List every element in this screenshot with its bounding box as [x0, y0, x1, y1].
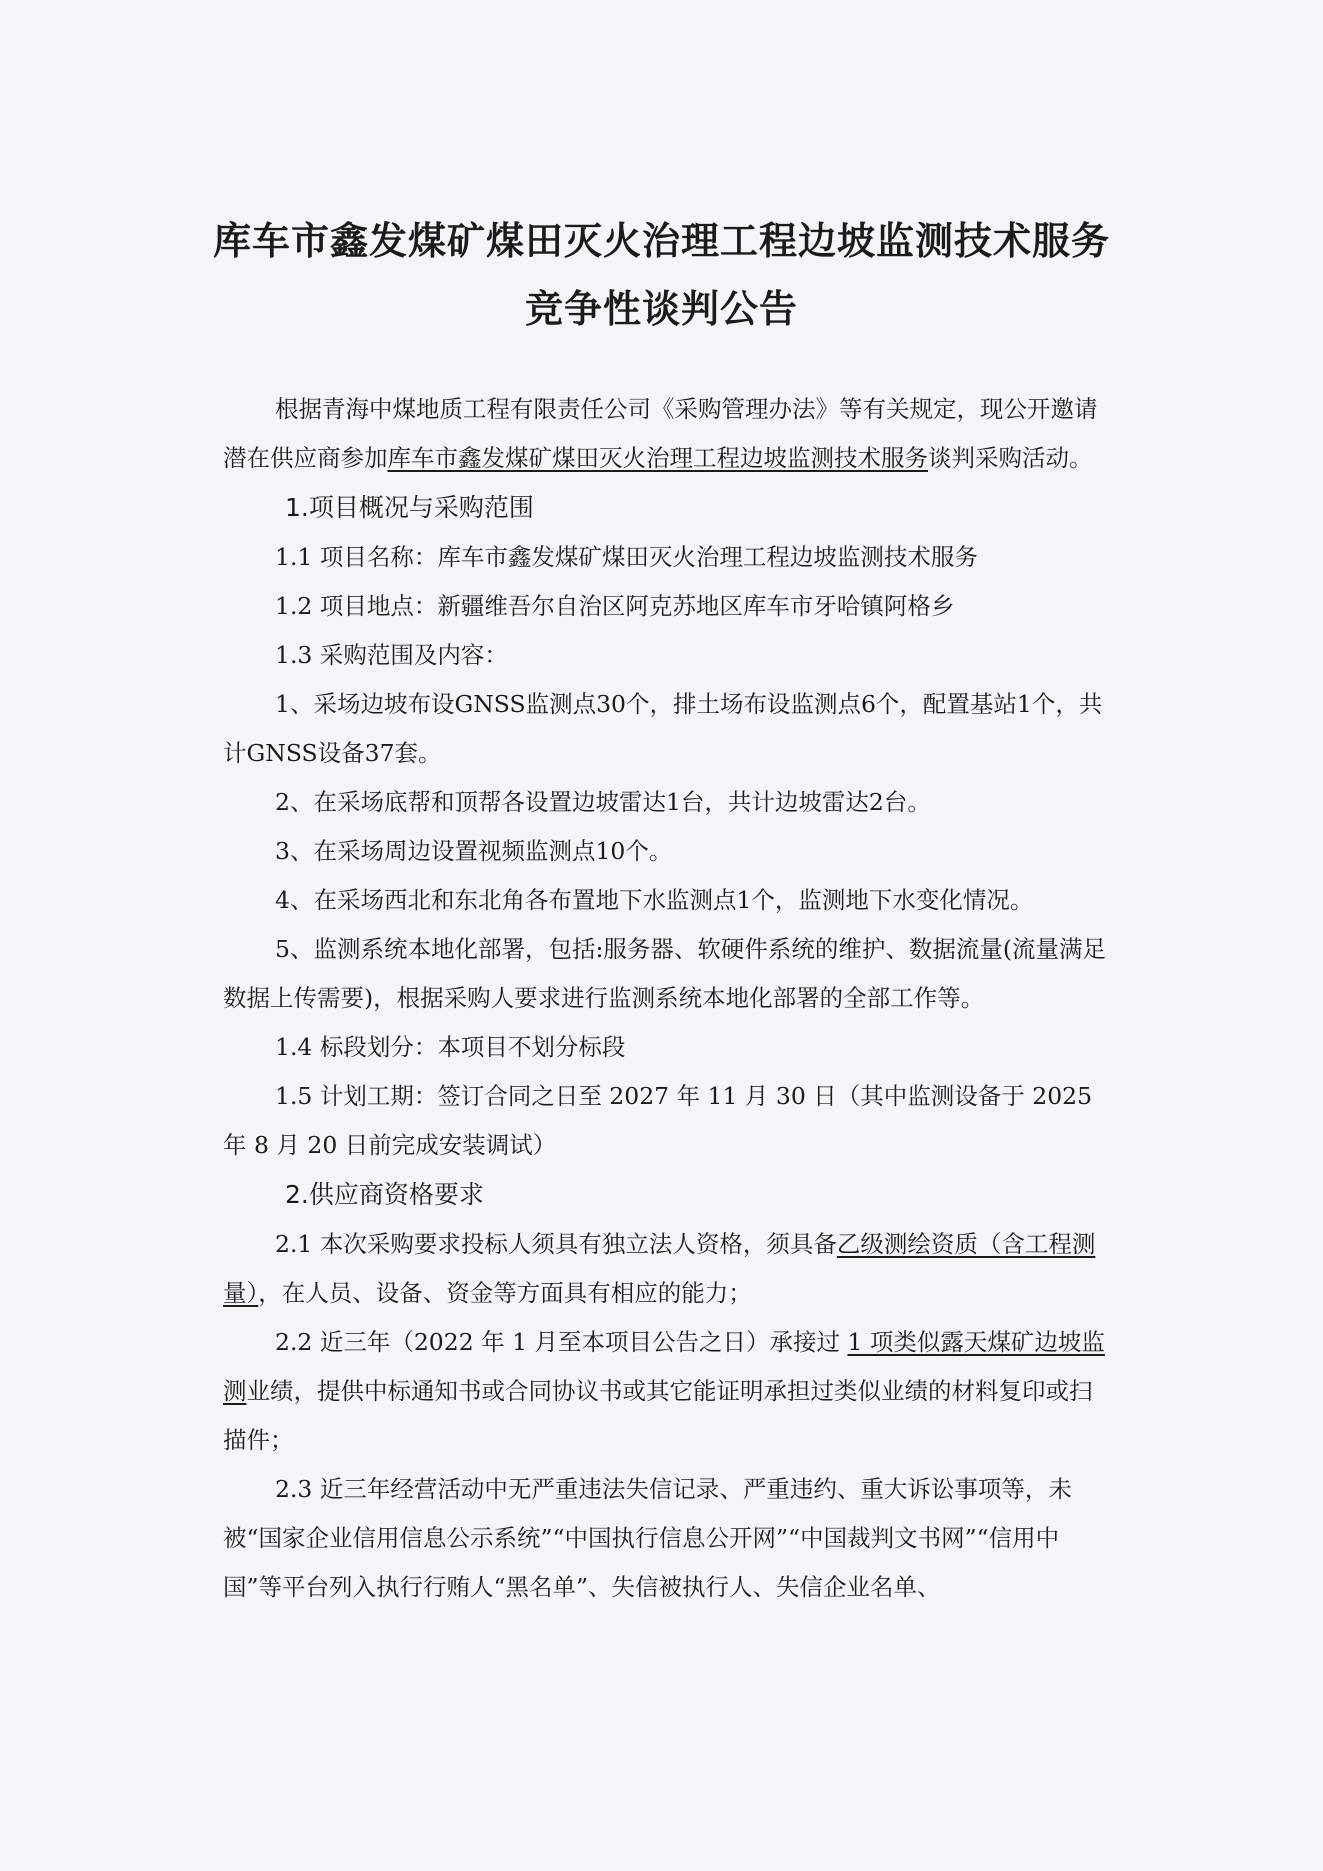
item-1-3: 1.3 采购范围及内容： — [275, 641, 508, 669]
document-title-line-1: 库车市鑫发煤矿煤田灭火治理工程边坡监测技术服务 — [212, 219, 1110, 263]
document-body — [223, 385, 1109, 1612]
intro-project-name: 库车市鑫发煤矿煤田灭火治理工程边坡监测技术服务 — [387, 444, 928, 472]
item-2-1-text: 2.1 本次采购要求投标人须具有独立法人资格，须具备 — [275, 1230, 837, 1258]
item-1-5: 1.5 计划工期：签订合同之日至 2027 年 11 月 30 日（其中监测设备于 2025 年 8 月 20 日前完成安装调试） — [223, 1082, 1093, 1159]
item-1-1: 1.1 项目名称：库车市鑫发煤矿煤田灭火治理工程边坡监测技术服务 — [275, 543, 978, 571]
section-1-heading: 1.项目概况与采购范围 — [285, 493, 534, 522]
item-2-3: 2.3 近三年经营活动中无严重违法失信记录、严重违约、重大诉讼事项等，未被“国家企业信用信息公示系统”“中国执行信息公开网”“中国裁判文书网”“信用中国”等平台列入执行行贿人“黑名单”、失信被执行人、失信企业名单、 — [223, 1475, 1072, 1601]
item-2-2-text: 2.2 近三年（2022 年 1 月至本项目公告之日）承接过 — [275, 1328, 848, 1356]
item-2-1-qualification: 乙级测绘资质（含工程测量） — [223, 1230, 1096, 1307]
item-2-1-text-end: ，在人员、设备、资金等方面具有相应的能力； — [258, 1279, 752, 1307]
scope-item-2: 2、在采场底帮和顶帮各设置边坡雷达1台，共计边坡雷达2台。 — [275, 788, 931, 816]
scope-item-3: 3、在采场周边设置视频监测点10个。 — [275, 837, 673, 865]
item-2-2-experience: 1 项类似露天煤矿边坡监测 — [223, 1328, 1105, 1405]
scope-item-1: 1、采场边坡布设GNSS监测点30个，排土场布设监测点6个，配置基站1个，共计GNSS设备37套。 — [223, 690, 1103, 767]
intro-text-end: 谈判采购活动。 — [928, 444, 1093, 472]
document-title-line-2: 竞争性谈判公告 — [524, 287, 798, 331]
intro-paragraph — [223, 385, 1109, 483]
section-2-heading: 2.供应商资格要求 — [285, 1180, 484, 1209]
item-1-2: 1.2 项目地点：新疆维吾尔自治区阿克苏地区库车市牙哈镇阿格乡 — [275, 592, 955, 620]
item-2-1 — [223, 1220, 1109, 1318]
scope-item-5: 5、监测系统本地化部署，包括:服务器、软硬件系统的维护、数据流量(流量满足数据上传需要)，根据采购人要求进行监测系统本地化部署的全部工作等。 — [223, 935, 1107, 1012]
item-1-4: 1.4 标段划分：本项目不划分标段 — [275, 1033, 626, 1061]
scope-item-4: 4、在采场西北和东北角各布置地下水监测点1个，监测地下水变化情况。 — [275, 886, 1034, 914]
item-2-2 — [223, 1318, 1109, 1465]
intro-text: 根据青海中煤地质工程有限责任公司《采购管理办法》等有关规定，现公开邀请潜在供应商参加 — [223, 395, 1098, 472]
item-2-2-text-end: 业绩，提供中标通知书或合同协议书或其它能证明承担过类似业绩的材料复印或扫描件； — [223, 1377, 1093, 1454]
